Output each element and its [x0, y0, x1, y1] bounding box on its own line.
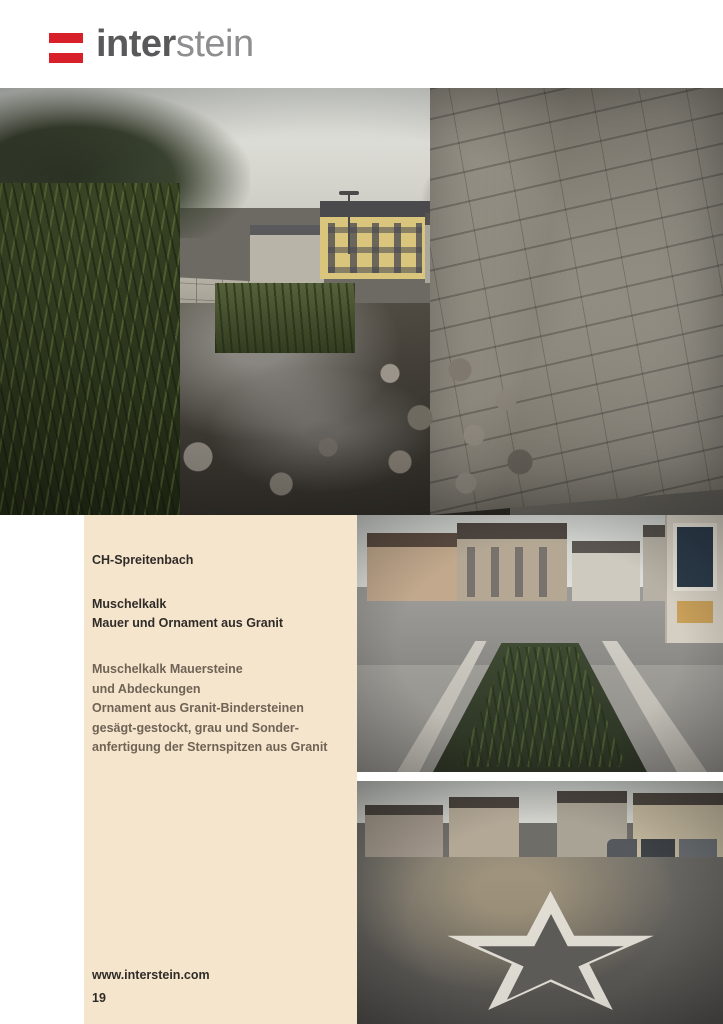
value-material	[92, 595, 350, 633]
lower-section	[0, 515, 723, 1024]
photo-bottom-vignette	[357, 781, 723, 1024]
description-line-1: Muschelkalk Mauersteine	[92, 662, 243, 676]
description-line-4: gesägt-gestockt, grau und Sonder-	[92, 720, 299, 735]
info-panel	[84, 515, 357, 1024]
label-column	[0, 515, 84, 1024]
value-kontakt-url[interactable]: www.interstein.com	[92, 968, 210, 982]
photo-street-channel	[357, 515, 723, 772]
photo-star-ornament	[357, 781, 723, 1024]
description-line-5: anfertigung der Sternspitzen aus Granit	[92, 740, 328, 754]
brand-wordmark-bold: inter	[96, 23, 176, 65]
value-material-line1: Muschelkalk	[92, 597, 167, 611]
brand-wordmark	[96, 22, 254, 66]
value-description	[92, 660, 350, 758]
description-line-2: und Abdeckungen	[92, 681, 201, 696]
page-header	[0, 0, 723, 88]
brand-wordmark-light: stein	[175, 23, 254, 65]
value-material-line2: Mauer und Ornament aus Granit	[92, 616, 284, 630]
hero-vignette	[0, 88, 723, 515]
value-referenz: 19	[92, 991, 106, 1005]
interstein-logo-mark-icon	[49, 33, 83, 63]
hero-photo	[0, 88, 723, 515]
photo-top-vignette	[357, 515, 723, 772]
value-ort: CH-Spreitenbach	[92, 553, 194, 567]
description-line-3: Ornament aus Granit-Bindersteinen	[92, 701, 304, 715]
